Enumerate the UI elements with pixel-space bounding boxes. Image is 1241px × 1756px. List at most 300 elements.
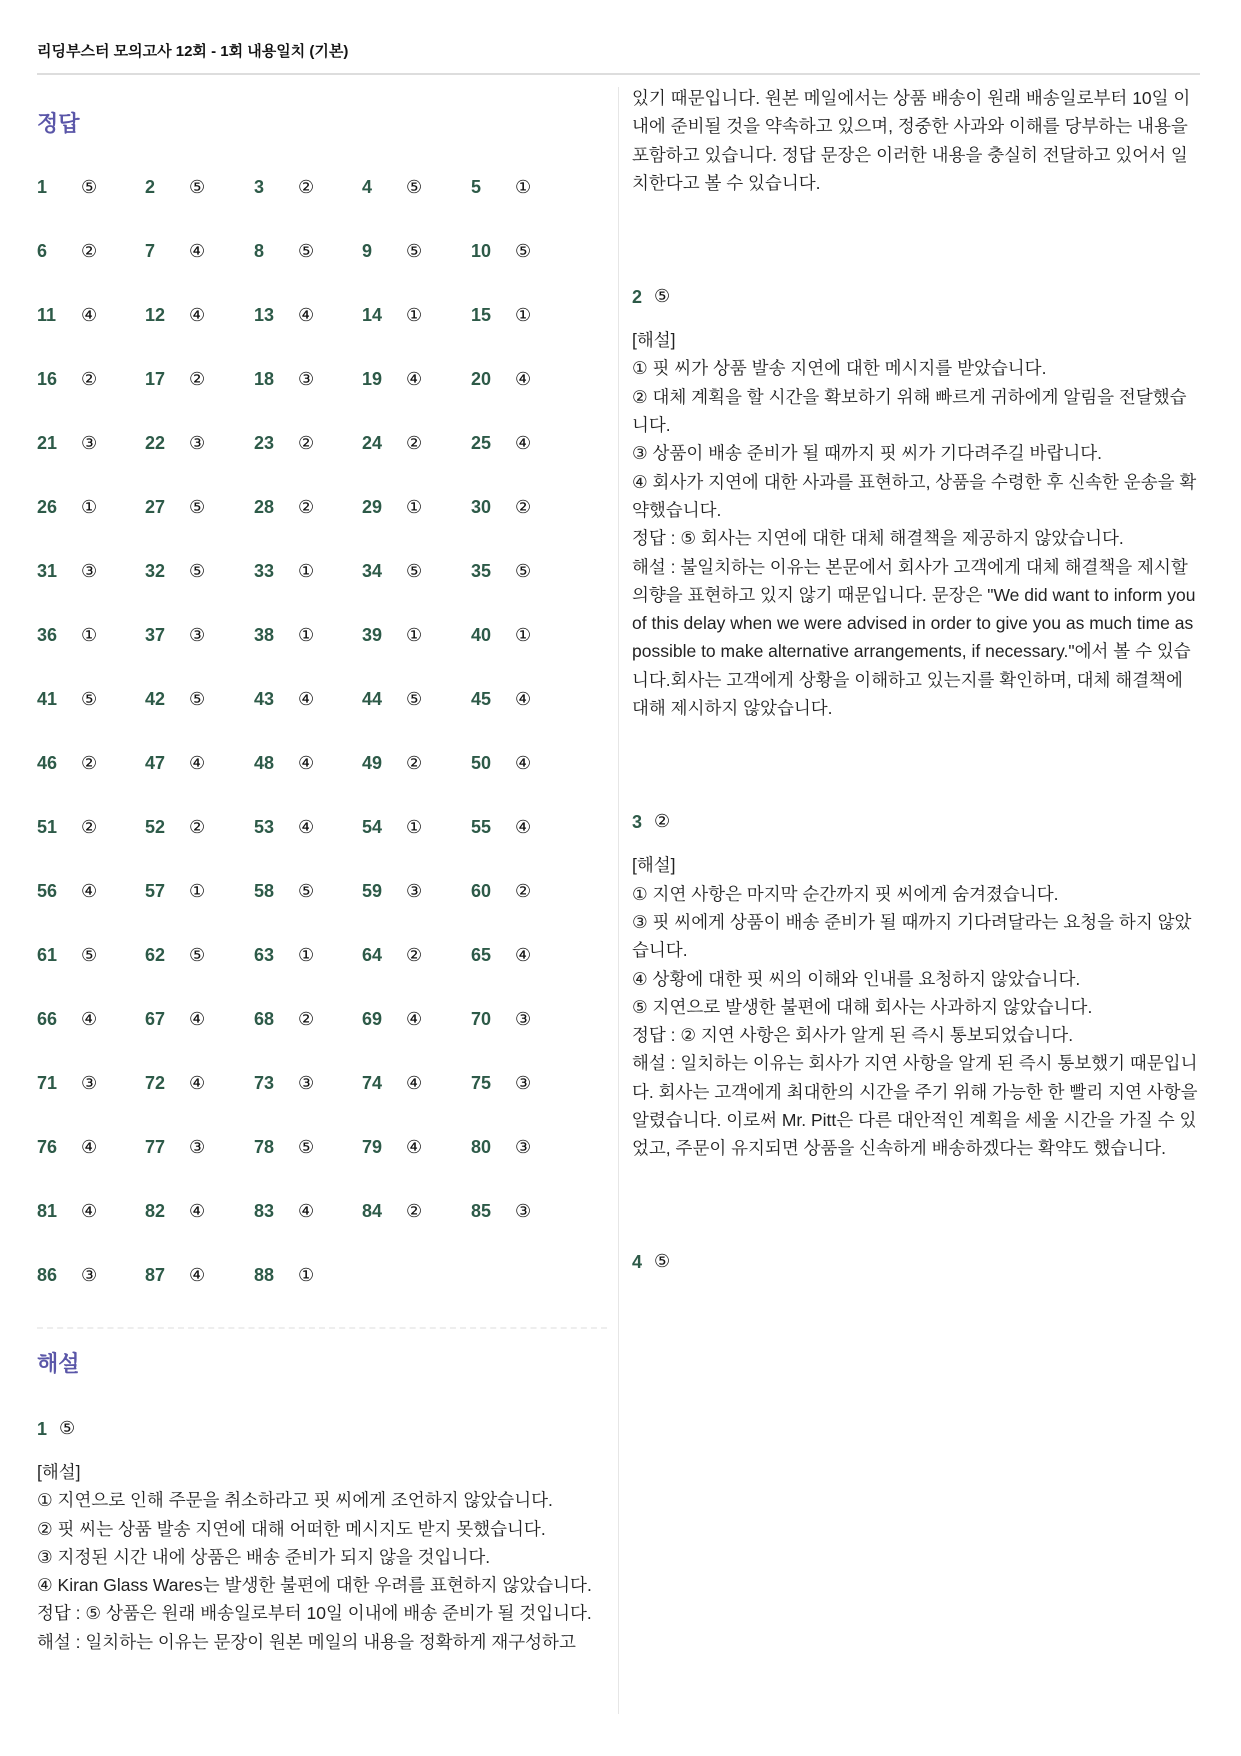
answer-item [37, 1132, 97, 1162]
answer-number: 43 [254, 688, 275, 709]
answer-number: 26 [37, 496, 58, 517]
answer-number: 72 [145, 1072, 166, 1093]
answer-choice: ② [81, 240, 98, 262]
answer-number: 32 [145, 560, 166, 581]
answer-item [37, 492, 97, 522]
answer-item [145, 556, 205, 586]
answer-item [362, 876, 422, 906]
answer-choice: ① [515, 624, 532, 646]
answer-choice: ① [298, 624, 315, 646]
answer-item [145, 1132, 205, 1162]
answer-item [145, 172, 205, 202]
answer-choice: ③ [189, 1136, 206, 1158]
answer-choice: ④ [298, 304, 315, 326]
answer-choice: ② [298, 496, 315, 518]
answer-item [362, 1068, 422, 1098]
explanation-line: [해설] [632, 330, 676, 351]
answer-number: 24 [362, 432, 383, 453]
answer-choice: ⑤ [406, 560, 423, 582]
answer-choice: ④ [189, 240, 206, 262]
answer-item [145, 492, 205, 522]
answer-item [37, 1068, 97, 1098]
question-answer: ⑤ [59, 1417, 76, 1439]
answer-number: 70 [471, 1008, 492, 1029]
answer-choice: ④ [81, 1136, 98, 1158]
question-header [632, 282, 1200, 312]
answer-number: 50 [471, 752, 492, 773]
answer-item [471, 684, 531, 714]
answer-choice: ⑤ [189, 496, 206, 518]
question-header [632, 807, 1200, 837]
answer-number: 75 [471, 1072, 492, 1093]
answer-number: 35 [471, 560, 492, 581]
answer-number: 88 [254, 1264, 275, 1285]
answer-item [145, 876, 205, 906]
answer-choice: ① [406, 816, 423, 838]
answer-number: 27 [145, 496, 166, 517]
explanation-line: [해설] [632, 855, 676, 876]
answer-number: 22 [145, 432, 166, 453]
answer-number: 19 [362, 368, 383, 389]
question-answer: ⑤ [654, 286, 671, 308]
answer-number: 37 [145, 624, 166, 645]
answer-item [362, 492, 422, 522]
answer-choice: ⑤ [81, 688, 98, 710]
answer-number: 12 [145, 304, 166, 325]
answer-item [362, 428, 422, 458]
answer-item [254, 940, 314, 970]
answer-number: 52 [145, 816, 166, 837]
answer-item [37, 812, 97, 842]
answer-item [37, 172, 97, 202]
question-header [632, 1248, 1200, 1278]
answer-number: 65 [471, 944, 492, 965]
answer-number: 14 [362, 304, 383, 325]
answer-item [254, 812, 314, 842]
answer-item [362, 1004, 422, 1034]
answer-item [471, 492, 531, 522]
answer-number: 10 [471, 240, 492, 261]
section-divider [37, 1327, 607, 1329]
answer-choice: ① [298, 1264, 315, 1286]
answer-item [145, 940, 205, 970]
answer-number: 47 [145, 752, 166, 773]
answer-number: 29 [362, 496, 383, 517]
answer-choice: ④ [189, 1072, 206, 1094]
answer-number: 49 [362, 752, 383, 773]
answer-number: 15 [471, 304, 492, 325]
answer-number: 64 [362, 944, 383, 965]
answer-item [37, 940, 97, 970]
answer-choice: ① [298, 560, 315, 582]
answer-choice: ② [81, 752, 98, 774]
answer-choice: ⑤ [81, 176, 98, 198]
answer-choice: ⑤ [406, 240, 423, 262]
explanations-heading: 해설 [37, 1351, 80, 1376]
answer-item [145, 428, 205, 458]
answer-choice: ④ [298, 1200, 315, 1222]
answer-item [254, 1004, 314, 1034]
answer-number: 1 [37, 176, 48, 197]
answer-item [471, 620, 531, 650]
answer-item [145, 620, 205, 650]
answer-number: 79 [362, 1136, 383, 1157]
answer-choice: ⑤ [515, 240, 532, 262]
answer-choice: ② [406, 1200, 423, 1222]
explanation-line: ① 지연 사항은 마지막 순간까지 핏 씨에게 숨겨졌습니다. [632, 883, 1059, 904]
answer-number: 25 [471, 432, 492, 453]
answer-number: 58 [254, 880, 275, 901]
answer-choice: ③ [298, 1072, 315, 1094]
answer-item [37, 684, 97, 714]
answer-choice: ② [298, 432, 315, 454]
answer-choice: ① [81, 624, 98, 646]
answer-item [254, 428, 314, 458]
answer-choice: ④ [515, 816, 532, 838]
answer-number: 38 [254, 624, 275, 645]
answer-item [145, 812, 205, 842]
answer-number: 76 [37, 1136, 58, 1157]
answer-number: 57 [145, 880, 166, 901]
answer-number: 41 [37, 688, 58, 709]
answer-item [254, 1068, 314, 1098]
answer-choice: ② [515, 880, 532, 902]
answer-item [254, 364, 314, 394]
answer-choice: ③ [515, 1008, 532, 1030]
answer-item [254, 300, 314, 330]
answer-choice: ③ [81, 1072, 98, 1094]
answer-item [37, 748, 97, 778]
answer-number: 68 [254, 1008, 275, 1029]
answer-choice: ① [406, 624, 423, 646]
answer-number: 66 [37, 1008, 58, 1029]
answer-number: 28 [254, 496, 275, 517]
answer-item [471, 300, 531, 330]
explanation-line: [해설] [37, 1462, 81, 1482]
answer-choice: ⑤ [81, 944, 98, 966]
answer-item [254, 492, 314, 522]
answer-choice: ④ [298, 688, 315, 710]
explanation-line: ⑤ 지연으로 발생한 불편에 대해 회사는 사과하지 않았습니다. [632, 996, 1093, 1017]
answer-choice: ② [515, 496, 532, 518]
answer-choice: ③ [515, 1200, 532, 1222]
answers-heading: 정답 [37, 111, 80, 136]
answer-choice: ④ [81, 1008, 98, 1030]
answer-choice: ④ [81, 304, 98, 326]
answer-choice: ④ [406, 1136, 423, 1158]
answer-number: 31 [37, 560, 58, 581]
answer-choice: ③ [406, 880, 423, 902]
answer-choice: ③ [189, 624, 206, 646]
answer-choice: ② [189, 816, 206, 838]
answer-choice: ④ [189, 1264, 206, 1286]
answer-item [471, 748, 531, 778]
answer-number: 60 [471, 880, 492, 901]
answer-number: 30 [471, 496, 492, 517]
answer-number: 16 [37, 368, 58, 389]
question-answer: ② [654, 811, 671, 833]
question-number: 1 [37, 1418, 48, 1439]
answer-item [37, 428, 97, 458]
answer-item [37, 236, 97, 266]
answer-choice: ⑤ [298, 240, 315, 262]
answer-choice: ③ [81, 432, 98, 454]
answer-number: 55 [471, 816, 492, 837]
answer-number: 73 [254, 1072, 275, 1093]
answer-item [362, 940, 422, 970]
question-answer: ⑤ [654, 1251, 671, 1273]
answer-item [37, 556, 97, 586]
answer-number: 82 [145, 1200, 166, 1221]
answer-number: 2 [145, 176, 156, 197]
answer-number: 51 [37, 816, 58, 837]
answer-number: 20 [471, 368, 492, 389]
explanation-q2 [632, 282, 1200, 722]
question-header [37, 1414, 607, 1444]
answer-choice: ④ [515, 944, 532, 966]
answer-item [471, 1068, 531, 1098]
answer-choice: ① [189, 880, 206, 902]
answer-number: 45 [471, 688, 492, 709]
answer-item [37, 876, 97, 906]
answer-item [37, 1196, 97, 1226]
explanation-line: 해설 : 일치하는 이유는 문장이 원본 메일의 내용을 정확하게 재구성하고 [37, 1631, 576, 1652]
answer-item [471, 428, 531, 458]
answer-item [362, 300, 422, 330]
explanation-line: 정답 : ⑤ 상품은 원래 배송일로부터 10일 이내에 배송 준비가 될 것입니다. [37, 1603, 592, 1624]
answer-choice: ⑤ [298, 880, 315, 902]
answer-number: 78 [254, 1136, 275, 1157]
answer-item [145, 364, 205, 394]
explanation-line: ② 대체 계획을 할 시간을 확보하기 위해 빠르게 귀하에게 알림을 전달했습니다. [632, 386, 1187, 436]
answer-item [362, 556, 422, 586]
answer-item [145, 236, 205, 266]
explanation-q3 [632, 807, 1200, 1162]
answer-item [471, 812, 531, 842]
answer-item [254, 748, 314, 778]
explanation-line: 정답 : ② 지연 사항은 회사가 알게 된 즉시 통보되었습니다. [632, 1025, 1074, 1046]
answer-choice: ④ [189, 1200, 206, 1222]
answer-number: 69 [362, 1008, 383, 1029]
answer-number: 39 [362, 624, 383, 645]
answer-item [37, 1004, 97, 1034]
answer-choice: ② [298, 1008, 315, 1030]
explanation-line: 해설 : 불일치하는 이유는 본문에서 회사가 고객에게 대체 해결책을 제시할 의향을 표현하고 있지 않기 때문입니다. 문장은 "We did want to inform you of this delay when we were advised in order to give you as much time as possible to make alternative arrangements, if necessary."에서 볼 수 있습니다.회사는 고객에게 상황을 이해하고 있는지를 확인하며, 대체 해결책에 대해 제시하지 않았습니다. [632, 556, 1196, 719]
answer-item [471, 236, 531, 266]
answer-number: 61 [37, 944, 58, 965]
answer-choice: ④ [515, 432, 532, 454]
answer-number: 9 [362, 240, 373, 261]
answer-item [254, 1132, 314, 1162]
answer-item [362, 236, 422, 266]
answer-choice: ⑤ [189, 944, 206, 966]
answer-item [145, 1004, 205, 1034]
explanation-line: ④ 상황에 대한 핏 씨의 이해와 인내를 요청하지 않았습니다. [632, 968, 1081, 989]
explanation-line: ① 핏 씨가 상품 발송 지연에 대한 메시지를 받았습니다. [632, 358, 1047, 379]
answer-choice: ⑤ [189, 560, 206, 582]
answer-choice: ② [81, 368, 98, 390]
answer-item [471, 556, 531, 586]
answer-choice: ② [406, 752, 423, 774]
answer-item [254, 1260, 314, 1290]
document-title: 리딩부스터 모의고사 12회 - 1회 내용일치 (기본) [37, 43, 349, 60]
answer-choice: ④ [406, 1008, 423, 1030]
explanation-line: 해설 : 일치하는 이유는 회사가 지연 사항을 알게 된 즉시 통보했기 때문입니다. 회사는 고객에게 최대한의 시간을 주기 위해 가능한 한 빨리 지연 사항을 알렸습니다. 이로써 Mr. Pitt은 다른 대안적인 계획을 세울 시간을 가질 수 있었고, 주문이 유지되면 상품을 신속하게 배송하겠다는 확약도 했습니다. [632, 1053, 1198, 1159]
answer-item [471, 940, 531, 970]
answer-item [37, 364, 97, 394]
answer-choice: ② [298, 176, 315, 198]
answer-choice: ① [406, 304, 423, 326]
answer-item [362, 684, 422, 714]
answer-item [471, 1132, 531, 1162]
header-divider [37, 73, 1200, 75]
answer-choice: ④ [81, 1200, 98, 1222]
answer-choice: ④ [515, 368, 532, 390]
answer-choice: ③ [81, 560, 98, 582]
answer-number: 44 [362, 688, 383, 709]
answer-item [254, 620, 314, 650]
explanation-line: ③ 핏 씨에게 상품이 배송 준비가 될 때까지 기다려달라는 요청을 하지 않았습니다. [632, 911, 1192, 961]
answer-choice: ③ [515, 1136, 532, 1158]
answer-number: 13 [254, 304, 275, 325]
answer-number: 8 [254, 240, 265, 261]
answer-item [145, 1196, 205, 1226]
answer-choice: ④ [298, 752, 315, 774]
answer-item [362, 620, 422, 650]
answer-item [145, 684, 205, 714]
answer-number: 18 [254, 368, 275, 389]
answer-choice: ④ [298, 816, 315, 838]
answer-item [362, 1132, 422, 1162]
answer-choice: ② [406, 944, 423, 966]
answer-item [254, 684, 314, 714]
explanation-q1 [37, 1414, 607, 1656]
answer-number: 33 [254, 560, 275, 581]
explanation-line: ③ 지정된 시간 내에 상품은 배송 준비가 되지 않을 것입니다. [37, 1546, 491, 1567]
answer-item [37, 1260, 97, 1290]
answer-number: 84 [362, 1200, 383, 1221]
answer-item [471, 364, 531, 394]
answer-item [37, 300, 97, 330]
answer-item [362, 172, 422, 202]
answer-item [145, 1260, 205, 1290]
answer-item [362, 1196, 422, 1226]
answer-item [362, 364, 422, 394]
answer-item [145, 1068, 205, 1098]
answer-number: 81 [37, 1200, 58, 1221]
answer-number: 85 [471, 1200, 492, 1221]
answer-choice: ④ [515, 688, 532, 710]
explanation-q4 [632, 1248, 1200, 1278]
answer-number: 56 [37, 880, 58, 901]
answer-choice: ④ [406, 368, 423, 390]
answer-choice: ④ [406, 1072, 423, 1094]
answer-choice: ⑤ [189, 688, 206, 710]
answer-number: 36 [37, 624, 58, 645]
answer-number: 48 [254, 752, 275, 773]
answer-choice: ③ [515, 1072, 532, 1094]
answer-choice: ② [189, 368, 206, 390]
explanation-line: ② 핏 씨는 상품 발송 지연에 대해 어떠한 메시지도 받지 못했습니다. [37, 1518, 546, 1539]
answer-choice: ③ [81, 1264, 98, 1286]
answer-number: 42 [145, 688, 166, 709]
answer-number: 71 [37, 1072, 58, 1093]
answer-item [145, 300, 205, 330]
answer-number: 87 [145, 1264, 166, 1285]
answer-item [254, 556, 314, 586]
question-number: 3 [632, 812, 643, 833]
answer-choice: ⑤ [515, 560, 532, 582]
answer-choice: ⑤ [298, 1136, 315, 1158]
answer-number: 11 [37, 304, 57, 325]
answer-number: 74 [362, 1072, 383, 1093]
answer-number: 77 [145, 1136, 166, 1157]
explanation-line: ④ Kiran Glass Wares는 발생한 불편에 대한 우려를 표현하지 않았습니다. [37, 1575, 592, 1596]
answer-item [471, 876, 531, 906]
explanation-continuation: 있기 때문입니다. 원본 메일에서는 상품 배송이 원래 배송일로부터 10일 이내에 준비될 것을 약속하고 있으며, 정중한 사과와 이해를 당부하는 내용을 포함하고 있습니다. 정답 문장은 이러한 내용을 충실히 전달하고 있어서 일치한다고 볼 수 있습니다. [632, 88, 1191, 193]
answer-choice: ④ [189, 304, 206, 326]
question-number: 2 [632, 287, 643, 308]
answer-number: 5 [471, 176, 482, 197]
column-divider [618, 87, 619, 1714]
answer-number: 6 [37, 240, 48, 261]
answer-item [254, 172, 314, 202]
answer-choice: ⑤ [189, 176, 206, 198]
answer-choice: ③ [189, 432, 206, 454]
answer-number: 53 [254, 816, 275, 837]
answer-item [37, 620, 97, 650]
answer-number: 40 [471, 624, 492, 645]
answer-number: 80 [471, 1136, 492, 1157]
answer-item [471, 1004, 531, 1034]
answer-choice: ③ [298, 368, 315, 390]
answer-item [471, 172, 531, 202]
answer-number: 46 [37, 752, 58, 773]
answer-choice: ④ [81, 880, 98, 902]
answer-item [362, 748, 422, 778]
answer-choice: ② [406, 432, 423, 454]
answer-choice: ④ [515, 752, 532, 774]
right-column [632, 84, 1200, 1292]
explanation-line: ① 지연으로 인해 주문을 취소하라고 핏 씨에게 조언하지 않았습니다. [37, 1490, 553, 1511]
answer-number: 63 [254, 944, 275, 965]
answer-item [471, 1196, 531, 1226]
answer-item [362, 812, 422, 842]
answer-item [254, 236, 314, 266]
explanation-line: ④ 회사가 지연에 대한 사과를 표현하고, 상품을 수령한 후 신속한 운송을 확약했습니다. [632, 471, 1197, 520]
answer-number: 23 [254, 432, 275, 453]
answer-number: 59 [362, 880, 383, 901]
answer-choice: ① [515, 176, 532, 198]
answer-number: 21 [37, 432, 58, 453]
answer-number: 4 [362, 176, 373, 197]
answer-number: 54 [362, 816, 383, 837]
question-number: 4 [632, 1252, 643, 1273]
answer-choice: ② [81, 816, 98, 838]
answer-choice: ① [81, 496, 98, 518]
answer-choice: ① [298, 944, 315, 966]
answer-choice: ① [515, 304, 532, 326]
answer-number: 62 [145, 944, 166, 965]
answer-number: 3 [254, 176, 265, 197]
answer-choice: ⑤ [406, 688, 423, 710]
explanation-line: 정답 : ⑤ 회사는 지연에 대한 대체 해결책을 제공하지 않았습니다. [632, 528, 1124, 549]
answer-item [254, 1196, 314, 1226]
answer-number: 7 [145, 240, 156, 261]
answer-item [145, 748, 205, 778]
answer-number: 34 [362, 560, 383, 581]
answer-choice: ① [406, 496, 423, 518]
